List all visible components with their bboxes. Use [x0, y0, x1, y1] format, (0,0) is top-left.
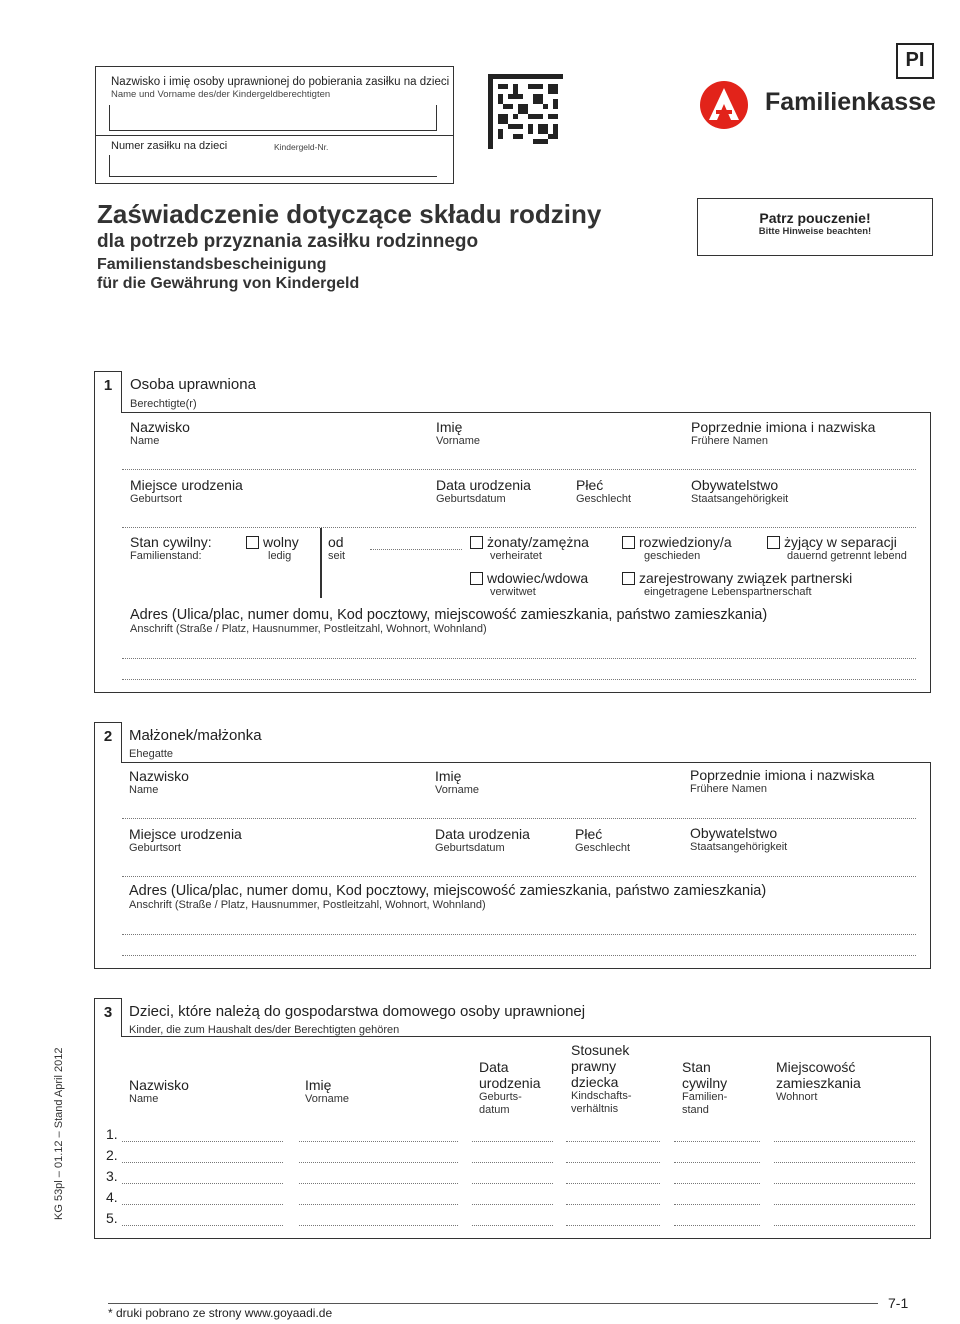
child-row-5-col-2-line — [299, 1225, 458, 1226]
barcode-icon — [488, 74, 563, 149]
child-row-3-col-6-line — [774, 1183, 915, 1184]
s1-birthplace-label: Miejsce urodzenia — [130, 477, 243, 493]
col-surname-header: Nazwisko Name — [129, 1077, 189, 1105]
section1-title-pl: Osoba uprawniona — [130, 376, 256, 393]
married-checkbox[interactable] — [470, 536, 483, 549]
child-row-1-col-6-line — [774, 1141, 915, 1142]
form-title-de: Familienstandsbescheinigung — [97, 256, 327, 273]
s1-firstname-label-de: Vorname — [436, 435, 481, 447]
s1-row1-line — [122, 469, 916, 470]
child-row-4-col-2-line — [299, 1204, 458, 1205]
s1-prevnames-label: Poprzednie imiona i nazwiska — [691, 419, 876, 435]
s2-birthdate-field[interactable]: Data urodzenia Geburtsdatum — [435, 826, 530, 854]
s2-birthplace-field[interactable]: Miejsce urodzenia Geburtsort — [129, 826, 242, 854]
s1-address-label: Adres (Ulica/plac, numer domu, Kod pocztowy, miejscowość zamieszkania, państwo zamieszkania) — [130, 607, 768, 623]
name-label-pl: Nazwisko i imię osoby uprawnionej do pobierania zasiłku na dzieci — [111, 76, 450, 88]
widowed-checkbox[interactable] — [470, 572, 483, 585]
section3-title-pl: Dzieci, które należą do gospodarstwa domowego osoby uprawnionej — [129, 1003, 586, 1020]
notice-box — [697, 198, 933, 256]
single-checkbox[interactable] — [246, 536, 259, 549]
s1-birthdate-label-de: Geburtsdatum — [436, 493, 506, 505]
child-row-1-col-4-line — [566, 1141, 660, 1142]
child-row-5-col-5-line — [674, 1225, 760, 1226]
s1-birthdate-label: Data urodzenia — [436, 477, 531, 493]
s1-prevnames-field[interactable] — [691, 419, 875, 448]
form-subtitle: dla potrzeb przyznania zasiłku rodzinnego — [97, 231, 479, 252]
s1-birthplace-label-de: Geburtsort — [130, 493, 182, 505]
section3-number: 3 — [94, 998, 122, 1037]
divorced-checkbox[interactable] — [622, 536, 635, 549]
name-label-de: Name und Vorname des/der Kindergeldberechtigten — [111, 89, 331, 100]
child-row-2-col-3-line — [472, 1162, 553, 1163]
col-residence-header: Miejscowość zamieszkania Wohnort — [776, 1059, 861, 1103]
child-row-2-col-2-line — [299, 1162, 458, 1163]
marital-divider — [320, 528, 322, 598]
familienkasse-logo-icon — [699, 80, 749, 130]
s1-sex-field[interactable] — [576, 477, 631, 506]
s1-address-field[interactable] — [130, 607, 767, 636]
s1-sex-label: Płeć — [576, 477, 604, 493]
child-row-3[interactable]: 3. — [106, 1168, 118, 1184]
child-row-3-col-3-line — [472, 1183, 553, 1184]
s1-surname-field[interactable] — [130, 419, 190, 448]
col-birthdate-header: Data urodzenia Geburts- datum — [479, 1059, 541, 1116]
s2-sex-field[interactable]: Płeć Geschlecht — [575, 826, 631, 854]
s1-birthdate-field[interactable] — [436, 477, 531, 506]
number-input[interactable] — [109, 155, 437, 177]
child-row-3-col-5-line — [674, 1183, 760, 1184]
brand-name: Familienkasse — [765, 88, 936, 116]
child-row-2[interactable]: 2. — [106, 1147, 118, 1163]
footer-source: * druki pobrano ze strony www.goyaadi.de — [108, 1306, 333, 1320]
section3-title-de: Kinder, die zum Haushalt des/der Berechtigten gehören — [129, 1024, 400, 1036]
number-label-pl: Numer zasiłku na dzieci — [111, 140, 228, 152]
child-row-5[interactable]: 5. — [106, 1210, 118, 1226]
side-form-code: KG 53pl – 01.12 – Stand April 2012 — [53, 1047, 65, 1220]
s1-marital-label: Stan cywilny: Familienstand: — [130, 534, 212, 562]
child-row-4[interactable]: 4. — [106, 1189, 118, 1205]
s1-citizenship-label: Obywatelstwo — [691, 477, 779, 493]
number-label-de: Kindergeld-Nr. — [274, 142, 329, 152]
s2-surname-field[interactable]: Nazwisko Name — [129, 768, 189, 796]
s1-partnership-option[interactable]: zarejestrowany związek partnerski eingetragene Lebenspartnerschaft — [622, 570, 852, 599]
child-row-4-col-1-line — [122, 1204, 283, 1205]
partnership-checkbox[interactable] — [622, 572, 635, 585]
child-row-5-col-4-line — [566, 1225, 660, 1226]
since-line — [370, 549, 462, 550]
child-row-2-col-4-line — [566, 1162, 660, 1163]
child-row-1-col-3-line — [472, 1141, 553, 1142]
section2-title-de: Ehegatte — [129, 748, 174, 760]
section1-title-de: Berechtigte(r) — [130, 398, 197, 410]
s2-address-line1 — [122, 934, 916, 935]
s1-sex-label-de: Geschlecht — [576, 493, 632, 505]
s2-citizenship-field[interactable]: Obywatelstwo Staatsangehörigkeit — [690, 825, 788, 853]
s1-firstname-label: Imię — [436, 419, 463, 435]
s1-surname-label: Nazwisko — [130, 419, 190, 435]
page-number: 7-1 — [888, 1295, 909, 1311]
child-row-4-col-5-line — [674, 1204, 760, 1205]
s1-citizenship-field[interactable] — [691, 477, 788, 506]
section2-number: 2 — [94, 722, 122, 763]
child-row-5-col-1-line — [122, 1225, 283, 1226]
child-row-1[interactable]: 1. — [106, 1126, 118, 1142]
child-row-1-col-5-line — [674, 1141, 760, 1142]
child-row-5-col-3-line — [472, 1225, 553, 1226]
child-row-3-col-1-line — [122, 1183, 283, 1184]
col-relation-header: Stosunek prawny dziecka Kindschafts- verhältnis — [571, 1042, 632, 1115]
s1-address-label-de: Anschrift (Straße / Platz, Hausnummer, Postleitzahl, Wohnort, Wohnland) — [130, 623, 487, 635]
s2-address-line2 — [122, 955, 916, 956]
s1-address-line2 — [122, 679, 916, 680]
applicant-id-box — [95, 66, 454, 184]
s1-surname-label-de: Name — [130, 435, 160, 447]
section2-title-pl: Małżonek/małżonka — [129, 727, 262, 744]
s1-since-field[interactable]: od seit — [328, 534, 346, 562]
child-row-1-col-1-line — [122, 1141, 283, 1142]
form-title: Zaświadczenie dotyczące składu rodziny — [97, 199, 602, 229]
child-row-5-col-6-line — [774, 1225, 915, 1226]
s1-birthplace-field[interactable] — [130, 477, 243, 506]
section1-number: 1 — [94, 371, 122, 413]
id-divider — [96, 135, 453, 136]
name-input[interactable] — [109, 105, 437, 131]
footer-rule — [108, 1303, 878, 1304]
child-row-2-col-1-line — [122, 1162, 283, 1163]
child-row-1-col-2-line — [299, 1141, 458, 1142]
s1-single-option[interactable]: wolny ledig — [246, 534, 299, 563]
s1-address-line1 — [122, 658, 916, 659]
child-row-4-col-3-line — [472, 1204, 553, 1205]
s1-married-option[interactable]: żonaty/zamężna verheiratet — [470, 534, 589, 563]
s1-divorced-option[interactable]: rozwiedziony/a geschieden — [622, 534, 732, 563]
notice-de: Bitte Hinweise beachten! — [758, 226, 872, 237]
s2-row2-line — [122, 876, 916, 877]
language-badge: PI — [896, 43, 934, 79]
child-row-3-col-2-line — [299, 1183, 458, 1184]
s2-firstname-field[interactable]: Imię Vorname — [435, 768, 480, 796]
s2-address-field[interactable]: Adres (Ulica/plac, numer domu, Kod pocztowy, miejscowość zamieszkania, państwo zamieszkania) Anschrift (Straße / Platz, Hausnummer, Postleitzahl, Wohnort, Wohnland) — [129, 883, 767, 911]
s2-row1-line — [122, 818, 916, 819]
col-status-header: Stan cywilny Familien- stand — [682, 1059, 728, 1116]
s1-firstname-field[interactable] — [436, 419, 480, 448]
child-row-3-col-4-line — [566, 1183, 660, 1184]
s1-widowed-option[interactable]: wdowiec/wdowa verwitwet — [470, 570, 588, 599]
separated-checkbox[interactable] — [767, 536, 780, 549]
child-row-2-col-6-line — [774, 1162, 915, 1163]
child-row-4-col-4-line — [566, 1204, 660, 1205]
form-subtitle-de: für die Gewährung von Kindergeld — [97, 275, 360, 292]
col-firstname-header: Imię Vorname — [305, 1077, 350, 1105]
s2-prevnames-field[interactable]: Poprzednie imiona i nazwiska Frühere Namen — [690, 767, 875, 795]
child-row-4-col-6-line — [774, 1204, 915, 1205]
s1-separated-option[interactable]: żyjący w separacji dauernd getrennt lebend — [767, 534, 907, 563]
s1-row2-line — [122, 527, 916, 528]
notice-pl: Patrz pouczenie! — [759, 210, 871, 226]
s1-citizenship-label-de: Staatsangehörigkeit — [691, 493, 789, 505]
child-row-2-col-5-line — [674, 1162, 760, 1163]
s1-prevnames-label-de: Frühere Namen — [691, 435, 769, 447]
